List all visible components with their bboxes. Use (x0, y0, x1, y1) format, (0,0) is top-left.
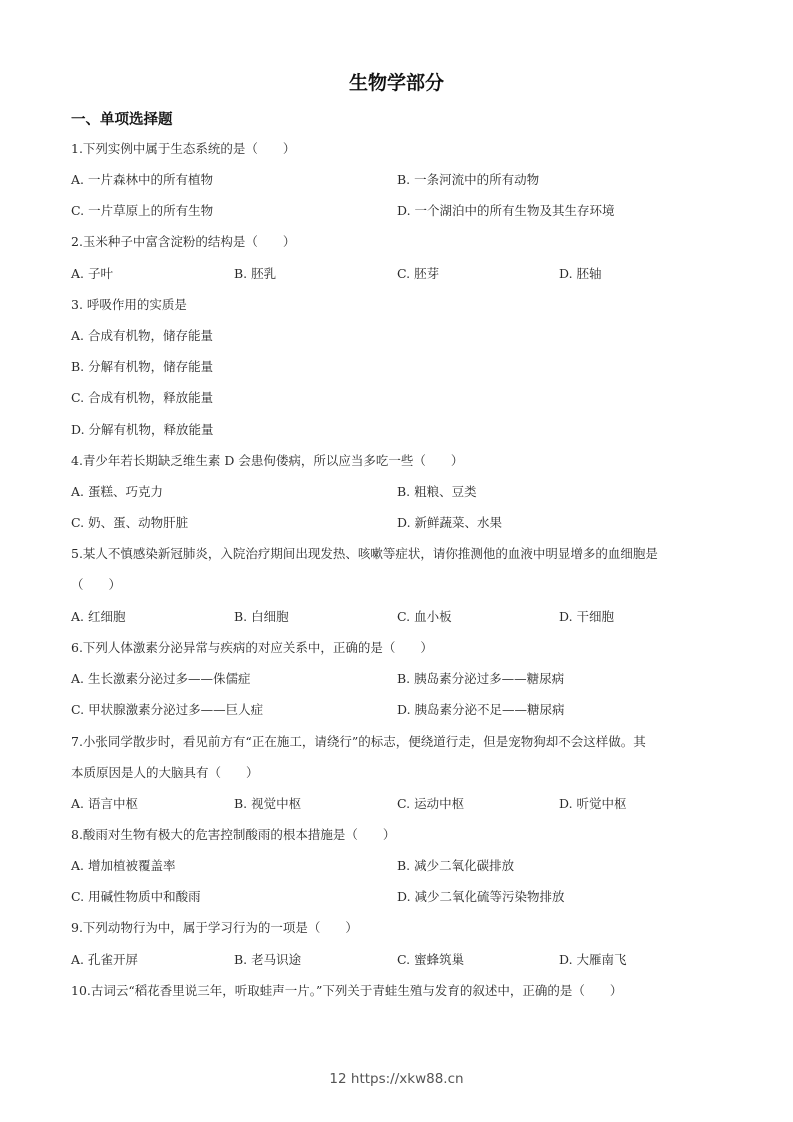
q8-option-a: A. 增加植被覆盖率 (71, 858, 176, 873)
question-2-stem: 2.玉米种子中富含淀粉的结构是（ ） (71, 234, 296, 249)
q3-option-d: D. 分解有机物，释放能量 (71, 422, 214, 437)
page-title: 生物学部分 (348, 72, 444, 94)
question-5-stem-cont: （ ） (71, 577, 122, 592)
q9-option-d: D. 大雁南飞 (559, 952, 627, 967)
q9-option-b: B. 老马识途 (234, 952, 302, 967)
page-footer: 12 https://xkw88.cn (329, 1071, 464, 1087)
question-5-stem: 5.某人不慎感染新冠肺炎，入院治疗期间出现发热、咳嗽等症状，请你推测他的血液中明显增多的血细胞是 (71, 546, 658, 561)
q8-option-c: C. 用碱性物质中和酸雨 (71, 889, 201, 904)
q3-option-c: C. 合成有机物，释放能量 (71, 390, 214, 405)
q2-option-b: B. 胚乳 (234, 266, 277, 281)
q2-option-a: A. 子叶 (71, 266, 113, 281)
question-4-stem: 4.青少年若长期缺乏维生素 D 会患佝偻病，所以应当多吃一些（ ） (71, 453, 464, 468)
question-3-stem: 3. 呼吸作用的实质是 (71, 297, 187, 312)
q1-option-d: D. 一个湖泊中的所有生物及其生存环境 (397, 203, 615, 218)
q3-option-b: B. 分解有机物，储存能量 (71, 359, 214, 374)
q7-option-d: D. 听觉中枢 (559, 796, 627, 811)
question-9-stem: 9.下列动物行为中，属于学习行为的一项是（ ） (71, 920, 358, 935)
q8-option-b: B. 减少二氧化碳排放 (397, 858, 515, 873)
q6-option-b: B. 胰岛素分泌过多——糖尿病 (397, 671, 565, 686)
question-8-stem: 8.酸雨对生物有极大的危害控制酸雨的根本措施是（ ） (71, 827, 396, 842)
q7-option-b: B. 视觉中枢 (234, 796, 302, 811)
question-10-stem: 10.古词云“稻花香里说三年，听取蛙声一片。”下列关于青蛙生殖与发育的叙述中，正确的是（ ） (71, 983, 623, 998)
q1-option-c: C. 一片草原上的所有生物 (71, 203, 214, 218)
q5-option-b: B. 白细胞 (234, 609, 289, 624)
q8-option-d: D. 减少二氧化硫等污染物排放 (397, 889, 565, 904)
question-6-stem: 6.下列人体激素分泌异常与疾病的对应关系中，正确的是（ ） (71, 640, 433, 655)
q6-option-c: C. 甲状腺激素分泌过多——巨人症 (71, 702, 264, 717)
question-7-stem: 7.小张同学散步时，看见前方有“正在施工，请绕行”的标志，便绕道行走，但是宠物狗却不会这样做。其 (71, 734, 646, 749)
q2-option-c: C. 胚芽 (397, 266, 440, 281)
q6-option-a: A. 生长激素分泌过多——侏儒症 (71, 671, 251, 686)
q4-option-a: A. 蛋糕、巧克力 (71, 484, 163, 499)
q3-option-a: A. 合成有机物，储存能量 (71, 328, 213, 343)
question-1-stem: 1.下列实例中属于生态系统的是（ ） (71, 141, 296, 156)
q7-option-a: A. 语言中枢 (71, 796, 138, 811)
q5-option-d: D. 干细胞 (559, 609, 615, 624)
q1-option-b: B. 一条河流中的所有动物 (397, 172, 540, 187)
q5-option-a: A. 红细胞 (71, 609, 126, 624)
q4-option-d: D. 新鲜蔬菜、水果 (397, 515, 503, 530)
q9-option-a: A. 孔雀开屏 (71, 952, 138, 967)
q4-option-b: B. 粗粮、豆类 (397, 484, 477, 499)
q1-option-a: A. 一片森林中的所有植物 (71, 172, 213, 187)
q4-option-c: C. 奶、蛋、动物肝脏 (71, 515, 189, 530)
q6-option-d: D. 胰岛素分泌不足——糖尿病 (397, 702, 565, 717)
q9-option-c: C. 蜜蜂筑巢 (397, 952, 465, 967)
section-heading: 一、单项选择题 (71, 112, 173, 128)
q7-option-c: C. 运动中枢 (397, 796, 465, 811)
question-7-stem-cont: 本质原因是人的大脑具有（ ） (71, 765, 259, 780)
q5-option-c: C. 血小板 (397, 609, 452, 624)
q2-option-d: D. 胚轴 (559, 266, 602, 281)
